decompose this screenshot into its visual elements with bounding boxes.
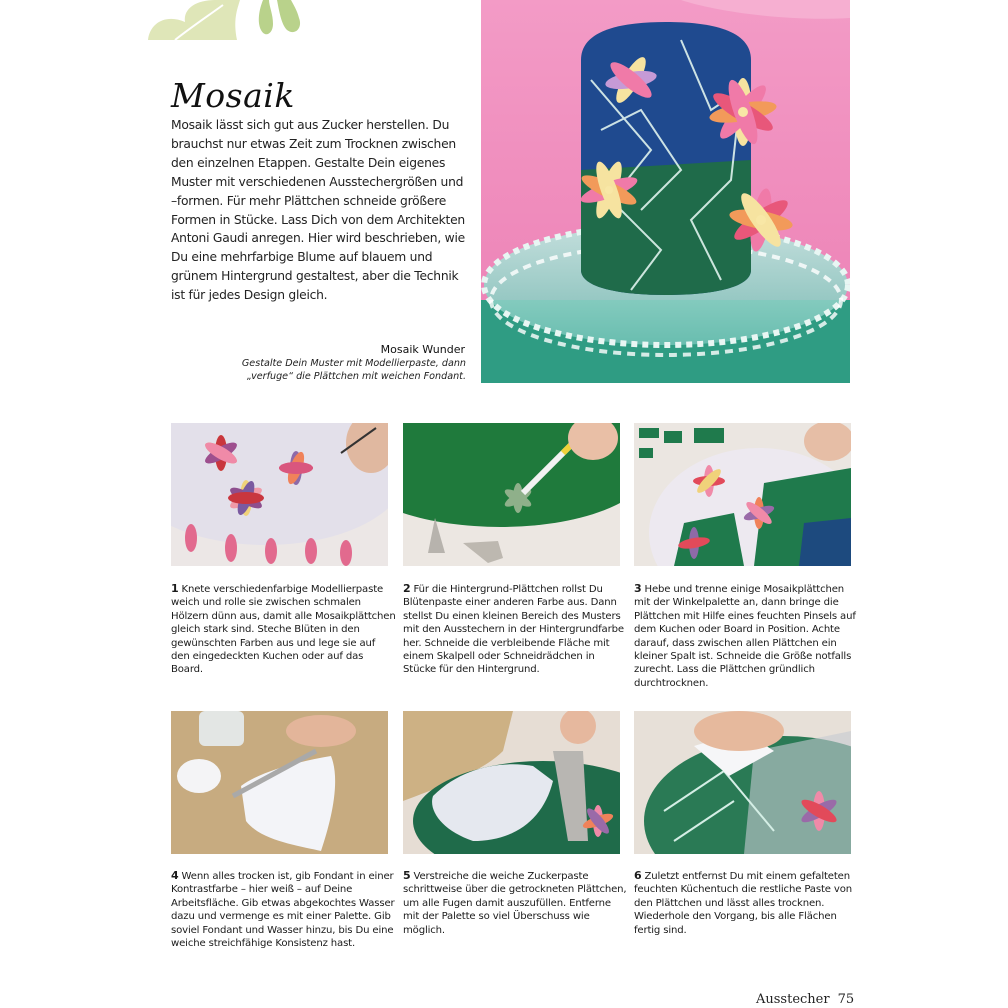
page-number: 75 (837, 992, 855, 1007)
step-1-text (171, 582, 396, 677)
caption-text: Gestalte Dein Muster mit Modellierpaste, dann „verfuge“ die Plättchen mit weichen Fondant. (241, 358, 466, 382)
step-number: 5 (403, 869, 411, 882)
intro-paragraph: Mosaik lässt sich gut aus Zucker herstellen. Du brauchst nur etwas Zeit zum Trocknen zwischen den einzelnen Etappen. Gestalte Dein eigenes Muster mit verschiedenen Ausstechergrößen und –formen. Für mehr Plättchen schneide größere Formen in Stücke. Lass Dich von dem Architekten Antoni Gaudi anregen. Hier wird beschrieben, wie Du eine mehrfarbige Blume auf blauem und grünem Hintergrund gestaltest, aber die Technik ist für jedes Design gleich. (171, 118, 465, 303)
hero-photo-mosaic-cake (481, 0, 850, 383)
step-6-photo (634, 711, 851, 854)
step-description: Hebe und trenne einige Mosaikplättchen mit der Winkelpalette an, dann bringe die Plättchen mit Hilfe eines feuchten Pinsels auf dem Kuchen oder Board in Position. Achte darauf, dass zwischen allen Plättchen ein kleiner Spalt ist. Schneide die Größe notfalls zurecht. Lass die Plättchen gründlich durchtrocknen. (634, 584, 856, 689)
caption-heading: Mosaik Wunder (380, 343, 465, 356)
step-description: Zuletzt entfernst Du mit einem gefalteten feuchten Küchentuch die restliche Paste von den Plättchen und lässt alles trocknen. Wiederhole den Vorgang, bis alle Flächen fertig sind. (634, 871, 852, 936)
step-number: 2 (403, 582, 411, 595)
step-number: 4 (171, 869, 179, 882)
leaf-decoration-icon (145, 0, 310, 40)
step-number: 3 (634, 582, 642, 595)
step-description: Verstreiche die weiche Zuckerpaste schrittweise über die getrockneten Plättchen, um alle Fugen damit auszufüllen. Entferne mit der Palette so viel Überschuss wie möglich. (403, 871, 627, 936)
step-number: 1 (171, 582, 179, 595)
page-footer (756, 992, 854, 1007)
step-1-photo (171, 423, 388, 566)
step-4-photo (171, 711, 388, 854)
step-5-text (403, 869, 628, 937)
article-title: Mosaik (171, 76, 295, 115)
step-3-photo (634, 423, 851, 566)
step-number: 6 (634, 869, 642, 882)
section-name: Ausstecher (756, 992, 830, 1007)
step-description: Wenn alles trocken ist, gib Fondant in einer Kontrastfarbe – hier weiß – auf Deine Arbeitsfläche. Gib etwas abgekochtes Wasser dazu und vermenge es mit einer Palette. Gib soviel Fondant und Wasser hinzu, bis Du eine weiche streichfähige Konsistenz hast. (171, 871, 395, 950)
step-3-text (634, 582, 859, 690)
step-5-photo (403, 711, 620, 854)
step-2-photo (403, 423, 620, 566)
step-description: Knete verschiedenfarbige Modellierpaste weich und rolle sie zwischen schmalen Hölzern dünn aus, damit alle Mosaikplättchen gleich stark sind. Steche Blüten in den gewünschten Farben aus und lege sie auf den eingedeckten Kuchen oder auf das Board. (171, 584, 396, 676)
step-2-text (403, 582, 628, 677)
step-6-text (634, 869, 859, 937)
step-description: Für die Hintergrund-Plättchen rollst Du Blütenpaste einer anderen Farbe aus. Dann stellst Du einen kleinen Bereich des Musters mit den Ausstechern in der Hintergrundfarbe her. Schneide die verbleibende Fläche mit einem Skalpell oder Schneidrädchen in Stücke für den Hintergrund. (403, 584, 624, 676)
step-4-text (171, 869, 396, 950)
